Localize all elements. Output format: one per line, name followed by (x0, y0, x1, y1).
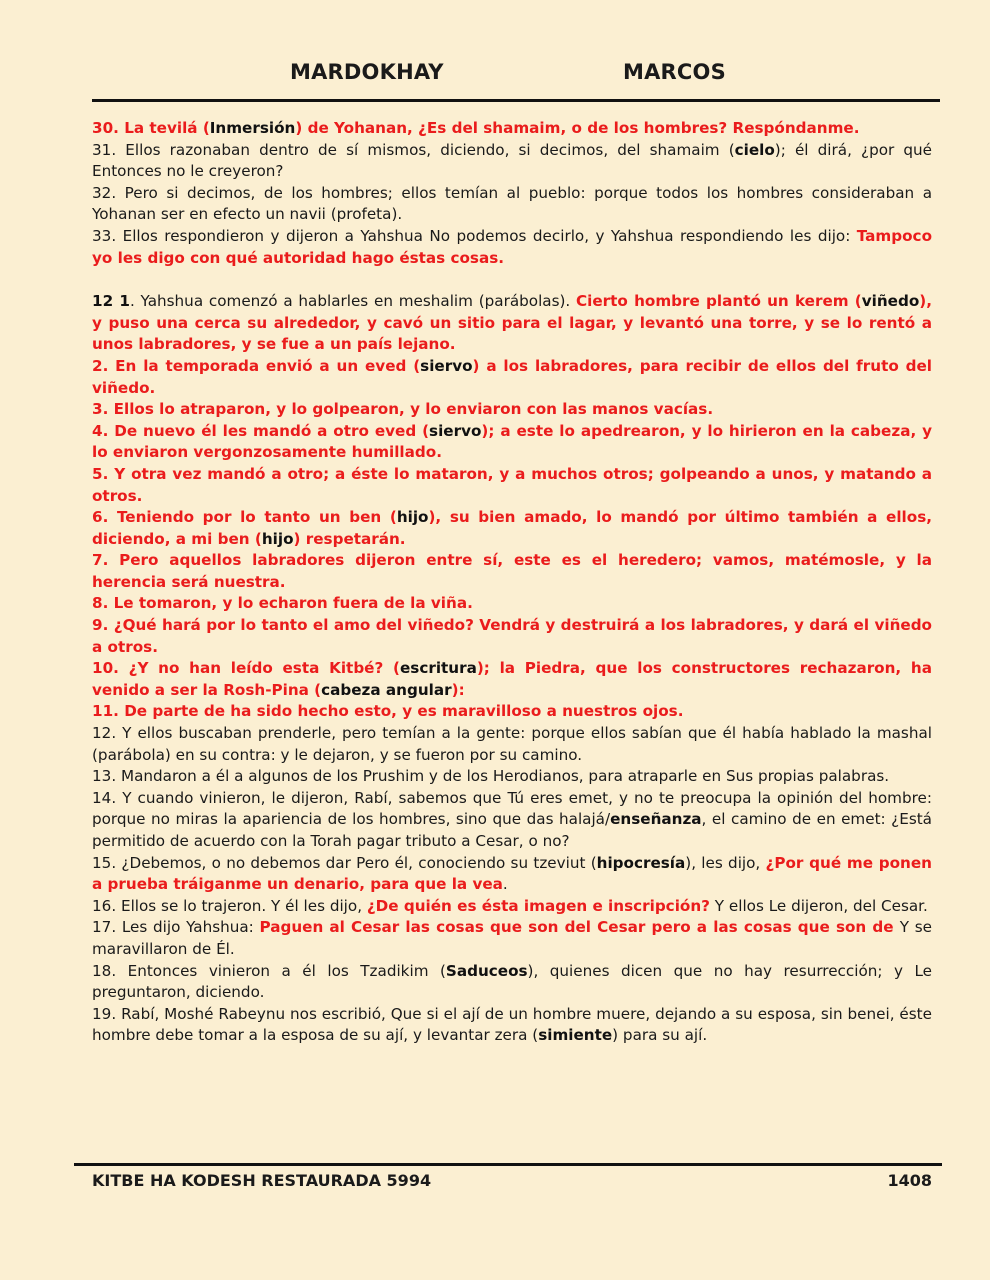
verse-12: 12. Y ellos buscaban prenderle, pero temían a la gente: porque ellos sabían que él había hablado la mashal (parábola) en su contra: y le dejaron, y se fueron por su camino. (92, 724, 932, 764)
footer-title: KITBE HA KODESH RESTAURADA 5994 (92, 1171, 432, 1190)
verse-7: 7. Pero aquellos labradores dijeron entre sí, este es el heredero; vamos, matémosle, y la herencia será nuestra. (92, 551, 932, 591)
verse-4: 4. De nuevo él les mandó a otro eved (siervo); a este lo apedrearon, y lo hirieron en la cabeza, y lo enviaron vergonzosamente humillado. (92, 421, 933, 462)
header-book-hebrew: MARDOKHAY (290, 60, 444, 84)
verse-31: 31. Ellos razonaban dentro de sí mismos, diciendo, si decimos, del shamaim (cielo); él dirá, ¿por qué Entonces no le creyeron? (92, 140, 932, 181)
scripture-text (92, 118, 932, 1047)
verse-19: 19. Rabí, Moshé Rabeynu nos escribió, Que si el ají de un hombre muere, dejando a su esposa, sin benei, éste hombre debe tomar a la esposa de su ají, y levantar zera (simiente) para su ají. (92, 1004, 932, 1045)
verse-9: 9. ¿Qué hará por lo tanto el amo del viñedo? Vendrá y destruirá a los labradores, y dará el viñedo a otros. (92, 616, 932, 656)
header-book-spanish: MARCOS (623, 60, 726, 84)
header-rule (92, 99, 940, 102)
verse-5: 5. Y otra vez mandó a otro; a éste lo mataron, y a muchos otros; golpeando a unos, y matando a otros. (92, 464, 932, 505)
verse-32: 32. Pero si decimos, de los hombres; ellos temían al pueblo: porque todos los hombres consideraban a Yohanan ser en efecto un navii (profeta). (92, 183, 932, 224)
verse-8: 8. Le tomaron, y lo echaron fuera de la viña. (92, 594, 473, 613)
verse-13: 13. Mandaron a él a algunos de los Prushim y de los Herodianos, para atraparle en Sus propias palabras. (92, 767, 890, 786)
verse-14: 14. Y cuando vinieron, le dijeron, Rabí, sabemos que Tú eres emet, y no te preocupa la opinión del hombre: porque no miras la apariencia de los hombres, sino que das halajá/enseñanza, el camino de en emet: ¿Está permitido de acuerdo con la Torah pagar tributo a Cesar, o no? (92, 788, 932, 850)
verse-3: 3. Ellos lo atraparon, y lo golpearon, y lo enviaron con las manos vacías. (92, 400, 714, 419)
verse-2: 2. En la temporada envió a un eved (siervo) a los labradores, para recibir de ellos del fruto del viñedo. (92, 356, 932, 397)
verse-16: 16. Ellos se lo trajeron. Y él les dijo, ¿De quién es ésta imagen e inscripción? Y ellos Le dijeron, del Cesar. (92, 896, 928, 915)
footer-rule (74, 1163, 942, 1166)
verse-15: 15. ¿Debemos, o no debemos dar Pero él, conociendo su tzeviut (hipocresía), les dijo, ¿Por qué me ponen a prueba tráiganme un denario, para que la vea. (92, 853, 932, 894)
page-footer (92, 1171, 932, 1195)
chapter-12-verse-1: 12 1. Yahshua comenzó a hablarles en meshalim (parábolas). Cierto hombre plantó un kerem (viñedo), y puso una cerca su alrededor, y cavó un sitio para el lagar, y levantó una torre, y se lo rentó a unos labradores, y se fue a un país lejano. (92, 292, 932, 354)
verse-10: 10. ¿Y no han leído esta Kitbé? (escritura); la Piedra, que los constructores rechazaron, ha venido a ser la Rosh-Pina (cabeza angular): (92, 659, 932, 699)
chapter-gap (92, 269, 932, 291)
verse-6: 6. Teniendo por lo tanto un ben (hijo), su bien amado, lo mandó por último también a ellos, diciendo, a mi ben (hijo) respetarán. (92, 508, 932, 548)
verse-30: 30. La tevilá (Inmersión) de Yohanan, ¿Es del shamaim, o de los hombres? Respóndanme. (92, 119, 860, 137)
verse-33: 33. Ellos respondieron y dijeron a Yahshua No podemos decirlo, y Yahshua respondiendo les dijo: Tampoco yo les digo con qué autoridad hago éstas cosas. (92, 226, 932, 267)
verse-17: 17. Les dijo Yahshua: Paguen al Cesar las cosas que son del Cesar pero a las cosas que son de Y se maravillaron de Él. (92, 918, 932, 958)
page-header (0, 58, 990, 92)
verse-18: 18. Entonces vinieron a él los Tzadikim (Saduceos), quienes dicen que no hay resurrección; y Le preguntaron, diciendo. (92, 961, 932, 1002)
verse-11: 11. De parte de ha sido hecho esto, y es maravilloso a nuestros ojos. (92, 702, 684, 721)
page-number: 1408 (887, 1171, 932, 1190)
